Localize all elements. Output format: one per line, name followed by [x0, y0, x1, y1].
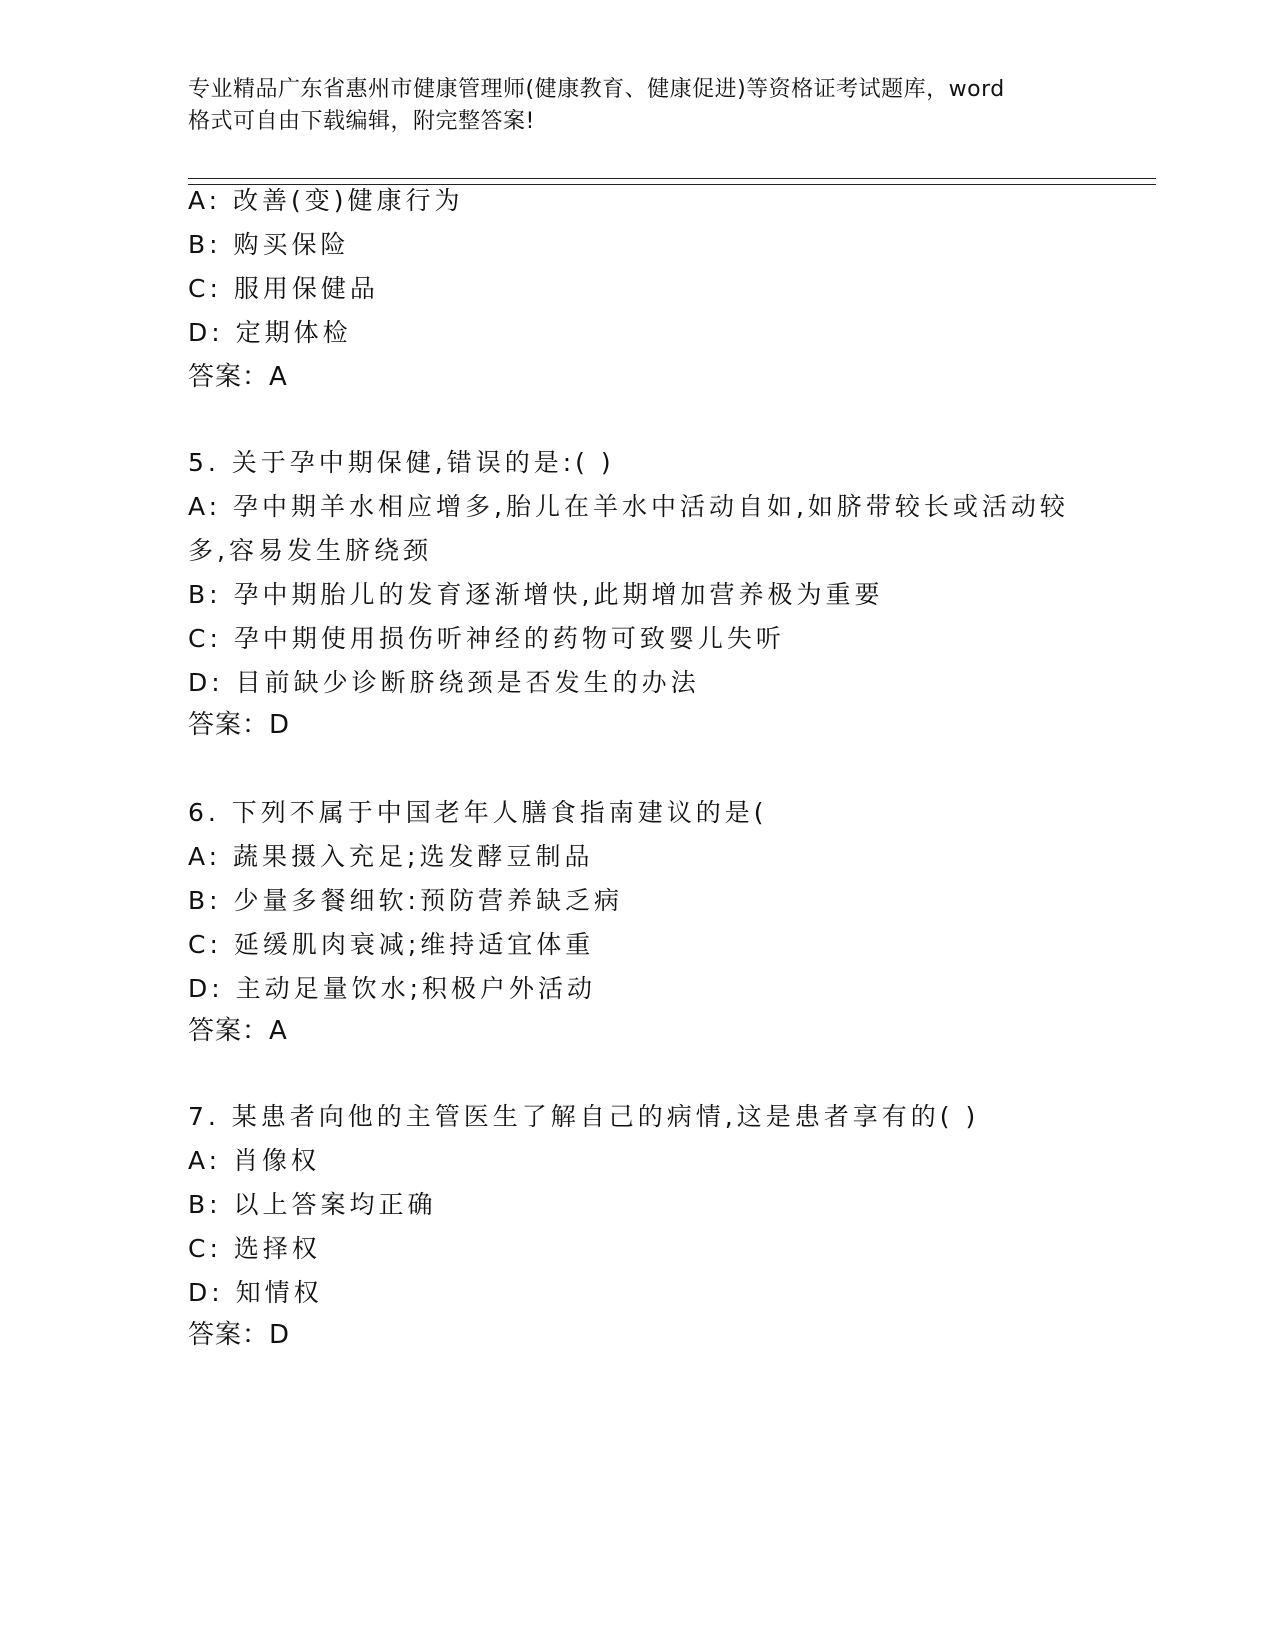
q7-answer: 答案：D [188, 1320, 291, 1350]
q6-option-b: B: 少量多餐细软:预防营养缺乏病 [188, 886, 623, 915]
q6-answer: 答案：A [188, 1016, 288, 1046]
q6-option-c: C: 延缓肌肉衰减;维持适宜体重 [188, 930, 595, 959]
header-line-1: 专业精品广东省惠州市健康管理师(健康教育、健康促进)等资格证考试题库，word [188, 77, 1005, 102]
q7-option-c: C: 选择权 [188, 1234, 321, 1263]
q5-option-b: B: 孕中期胎儿的发育逐渐增快,此期增加营养极为重要 [188, 580, 884, 609]
q4-option-c: C: 服用保健品 [188, 274, 379, 303]
q4-option-d: D: 定期体检 [188, 318, 352, 347]
q5-stem: 5. 关于孕中期保健,错误的是:( ) [188, 448, 615, 477]
q6-stem: 6. 下列不属于中国老年人膳食指南建议的是( [188, 798, 768, 827]
q5-option-c: C: 孕中期使用损伤听神经的药物可致婴儿失听 [188, 624, 785, 653]
q7-option-a: A: 肖像权 [188, 1146, 321, 1175]
q5-option-d: D: 目前缺少诊断脐绕颈是否发生的办法 [188, 668, 700, 697]
q6-option-d: D: 主动足量饮水;积极户外活动 [188, 974, 597, 1003]
q6-option-a: A: 蔬果摄入充足;选发酵豆制品 [188, 842, 594, 871]
q7-option-d: D: 知情权 [188, 1278, 323, 1307]
q7-option-b: B: 以上答案均正确 [188, 1190, 437, 1219]
q5-option-a-cont: 多,容易发生脐绕颈 [188, 536, 432, 565]
q5-answer: 答案：D [188, 710, 291, 740]
header-divider-top [188, 178, 1156, 179]
q5-option-a: A: 孕中期羊水相应增多,胎儿在羊水中活动自如,如脐带较长或活动较 [188, 492, 1069, 521]
q4-answer: 答案：A [188, 362, 288, 392]
q7-stem: 7. 某患者向他的主管医生了解自己的病情,这是患者享有的( ) [188, 1102, 980, 1131]
header-line-2: 格式可自由下载编辑，附完整答案! [188, 109, 535, 134]
document-header [188, 74, 1088, 138]
q4-option-b: B: 购买保险 [188, 230, 350, 259]
q4-option-a: A: 改善(变)健康行为 [188, 186, 464, 215]
